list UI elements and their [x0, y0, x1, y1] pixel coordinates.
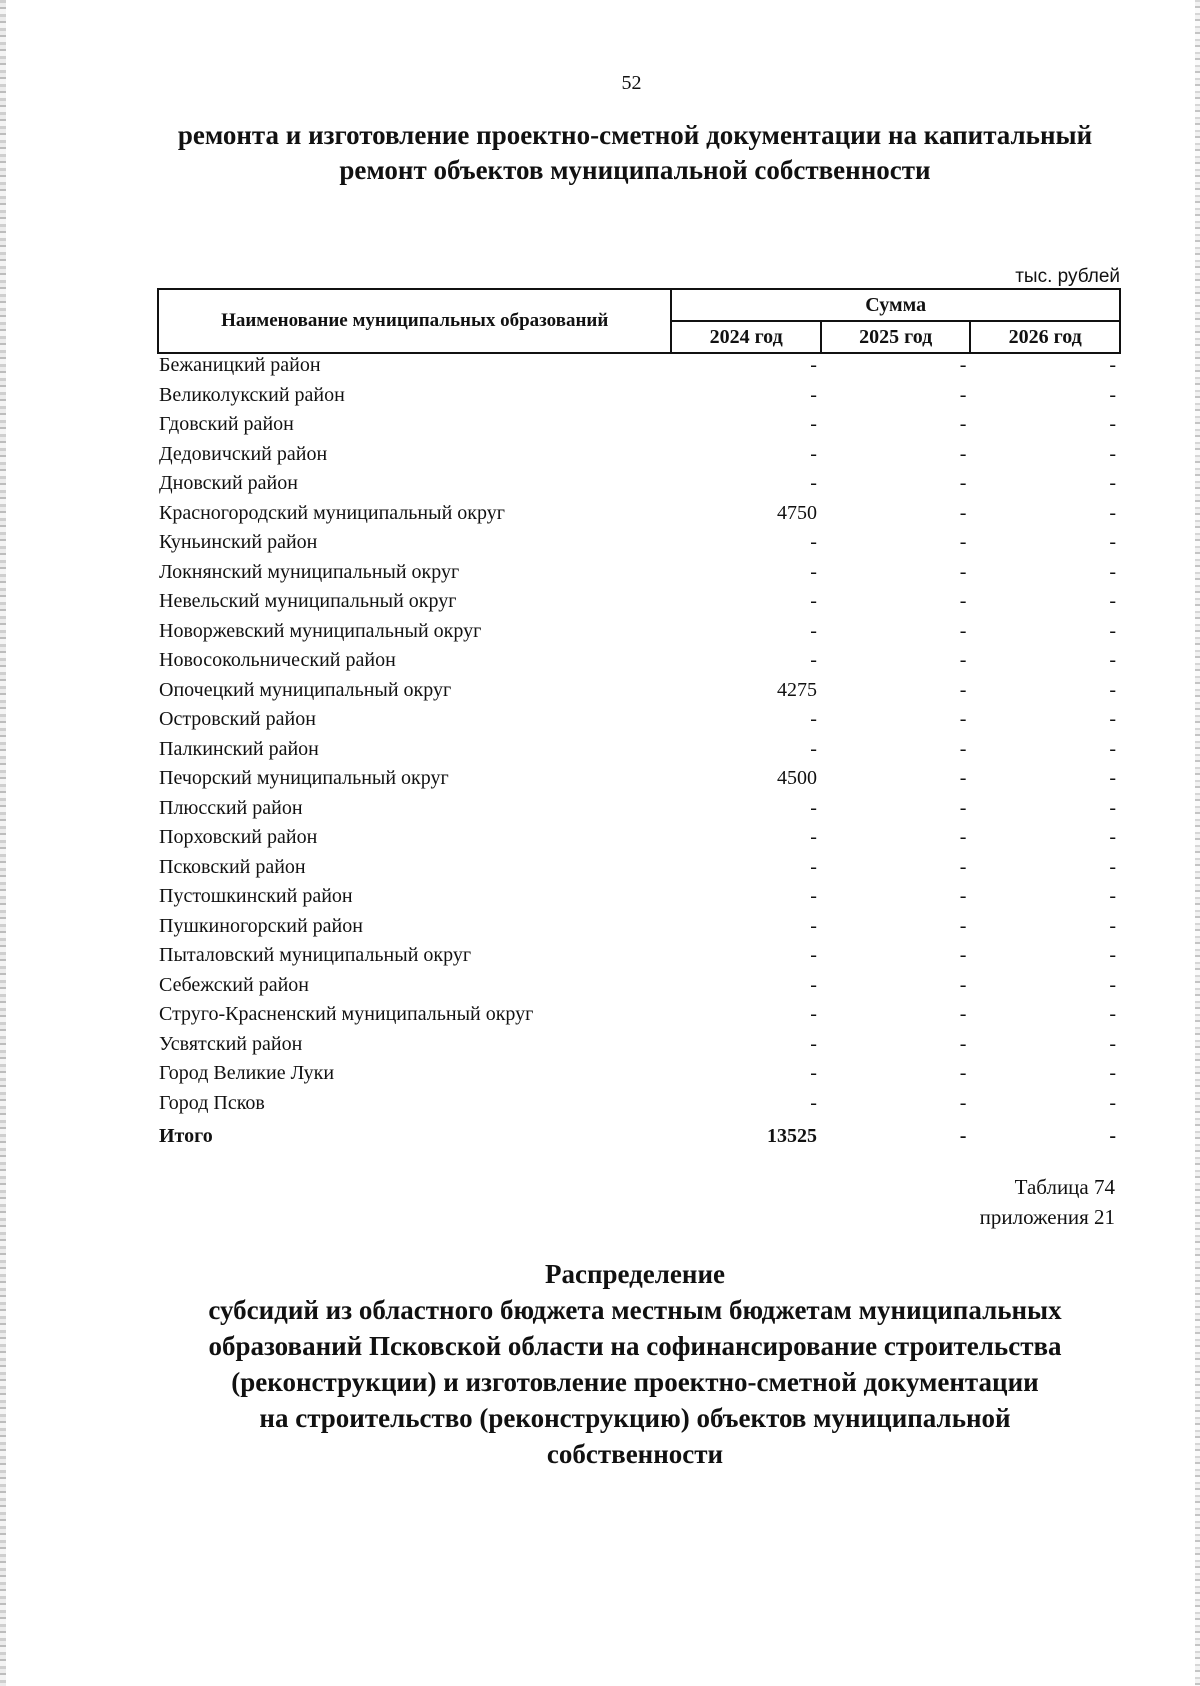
value-2024: 4275: [776, 678, 817, 701]
value-2024: -: [810, 826, 817, 848]
bottom-heading-line-3: (реконструкции) и изготовление проектно-сметной документации: [231, 1367, 1039, 1397]
table-row: [158, 590, 1120, 620]
scan-edge-left: [0, 0, 6, 1686]
bottom-heading-line-1: субсидий из областного бюджета местным бюджетам муниципальных: [208, 1295, 1062, 1325]
value-2025: -: [959, 619, 967, 642]
table-header: [158, 289, 1120, 353]
value-2026: -: [1109, 619, 1116, 642]
units-label: тыс. рублей: [1015, 266, 1120, 287]
value-2025: -: [959, 501, 967, 524]
value-2026: -: [1109, 1003, 1116, 1025]
value-2026: -: [1109, 1032, 1116, 1055]
value-2025: -: [959, 354, 967, 376]
table-body: [158, 353, 1120, 1155]
value-2026: -: [1109, 737, 1116, 760]
value-2024: -: [810, 472, 817, 494]
value-2024: 4500: [776, 767, 817, 789]
value-2025: -: [959, 590, 967, 612]
municipality-name: Город Псков: [159, 1091, 265, 1114]
value-2025: -: [959, 472, 967, 494]
value-2025: -: [959, 708, 967, 730]
value-2026: -: [1109, 678, 1116, 701]
value-2025: -: [959, 973, 967, 996]
value-2026: -: [1109, 472, 1116, 494]
page-number-container: [0, 72, 1200, 95]
value-2024: -: [810, 1003, 817, 1025]
table-row: [158, 472, 1120, 502]
value-2024: -: [810, 973, 817, 996]
value-2024: -: [810, 944, 817, 966]
municipality-name: Город Великие Луки: [159, 1062, 335, 1084]
value-2026: -: [1109, 413, 1116, 435]
value-2025: -: [959, 560, 967, 583]
value-2026: -: [1109, 1062, 1116, 1084]
value-2026: -: [1109, 531, 1116, 553]
value-2025: -: [959, 826, 967, 848]
value-2026: -: [1109, 442, 1116, 465]
municipality-name: Новоржевский муниципальный округ: [159, 619, 482, 642]
municipality-name: Себежский район: [159, 973, 309, 996]
value-2024: -: [810, 708, 817, 730]
municipality-name: Гдовский район: [159, 413, 294, 435]
value-2024: -: [810, 796, 817, 819]
value-2026: -: [1109, 708, 1116, 730]
municipality-name: Плюсский район: [159, 796, 303, 819]
value-2024: -: [810, 649, 817, 671]
value-2024: -: [810, 1091, 817, 1114]
table-row: [158, 679, 1120, 709]
value-2024: -: [810, 855, 817, 878]
table-row: [158, 384, 1120, 414]
table-row: [158, 353, 1120, 384]
value-2026: -: [1109, 855, 1116, 878]
value-2025: -: [959, 1003, 967, 1025]
municipality-name: Порховский район: [159, 826, 318, 848]
value-2025: -: [959, 1062, 967, 1084]
value-2025: -: [959, 383, 967, 406]
municipality-name: Невельский муниципальный округ: [159, 590, 457, 612]
value-2024: -: [810, 1032, 817, 1055]
value-2026: -: [1109, 944, 1116, 966]
municipality-name: Дновский район: [159, 472, 298, 494]
value-2024: -: [810, 383, 817, 406]
table-row: [158, 413, 1120, 443]
value-2026: -: [1109, 501, 1116, 524]
table-row: [158, 767, 1120, 797]
municipality-name: Итого: [159, 1125, 213, 1147]
value-2026: -: [1109, 649, 1116, 671]
municipality-name: Бежаницкий район: [159, 354, 321, 376]
municipality-name: Куньинский район: [159, 531, 318, 553]
table-row: [158, 620, 1120, 650]
value-2025: -: [959, 413, 967, 435]
scan-edge-right: [1195, 0, 1200, 1686]
municipality-name: Пустошкинский район: [159, 885, 353, 907]
page-number: 52: [621, 72, 642, 94]
value-2024: -: [810, 914, 817, 937]
total-row: [158, 1121, 1120, 1155]
value-2026: -: [1109, 1125, 1116, 1147]
bottom-heading-line-2: образований Псковской области на софинансирование строительства: [208, 1331, 1062, 1361]
municipality-name: Локнянский муниципальный округ: [159, 560, 460, 583]
top-heading: [150, 118, 1120, 188]
value-2024: -: [810, 354, 817, 376]
bottom-heading: [150, 1256, 1120, 1472]
table-row: [158, 649, 1120, 679]
table-row: [158, 856, 1120, 886]
value-2025: -: [959, 885, 967, 907]
table-row: [158, 1092, 1120, 1122]
budget-table: [157, 288, 1121, 1155]
bottom-heading-line-5: собственности: [546, 1439, 724, 1469]
table-row: [158, 561, 1120, 591]
value-2025: -: [959, 796, 967, 819]
value-2024: -: [810, 531, 817, 553]
value-2024: -: [810, 619, 817, 642]
value-2026: -: [1109, 590, 1116, 612]
value-2025: -: [959, 1032, 967, 1055]
value-2026: -: [1109, 914, 1116, 937]
value-2024: -: [810, 737, 817, 760]
municipality-name: Пыталовский муниципальный округ: [159, 944, 472, 966]
bottom-heading-title: Распределение: [544, 1259, 726, 1289]
value-2026: -: [1109, 560, 1116, 583]
municipality-name: Струго-Красненский муниципальный округ: [159, 1003, 534, 1025]
value-2026: -: [1109, 796, 1116, 819]
value-2025: -: [959, 442, 967, 465]
value-2025: -: [959, 737, 967, 760]
table-row: [158, 502, 1120, 532]
municipality-name: Пушкиногорский район: [159, 914, 363, 937]
value-2025: -: [959, 649, 967, 671]
value-2024: -: [810, 1062, 817, 1084]
municipality-name: Опочецкий муниципальный округ: [159, 678, 452, 701]
value-2025: -: [959, 855, 967, 878]
municipality-name: Островский район: [159, 708, 316, 730]
value-2025: -: [959, 678, 967, 701]
municipality-name: Усвятский район: [159, 1032, 303, 1055]
table-row: [158, 797, 1120, 827]
value-2024: -: [810, 442, 817, 465]
bottom-heading-line-4: на строительство (реконструкцию) объектов муниципальной: [259, 1403, 1011, 1433]
value-2024: -: [810, 413, 817, 435]
table-row: [158, 1033, 1120, 1063]
table-row: [158, 738, 1120, 768]
header-year-2024: 2024 год: [671, 321, 821, 353]
table-row: [158, 915, 1120, 945]
top-heading-line-2: ремонт объектов муниципальной собственности: [339, 155, 931, 185]
value-2025: -: [959, 767, 967, 789]
value-2024: 13525: [766, 1125, 817, 1147]
header-sum: Сумма: [671, 289, 1120, 321]
table-row: [158, 885, 1120, 915]
value-2024: -: [810, 590, 817, 612]
table-row: [158, 708, 1120, 738]
table-number: Таблица 74: [1014, 1175, 1115, 1199]
municipality-name: Псковский район: [159, 855, 306, 878]
value-2025: -: [959, 1125, 967, 1147]
table-row: [158, 1062, 1120, 1092]
table-row: [158, 443, 1120, 473]
municipality-name: Красногородский муниципальный округ: [159, 501, 505, 524]
value-2025: -: [959, 1091, 967, 1114]
municipality-name: Великолукский район: [159, 383, 345, 406]
table-row: [158, 1003, 1120, 1033]
value-2024: -: [810, 560, 817, 583]
municipality-name: Новосокольнический район: [159, 649, 396, 671]
value-2026: -: [1109, 973, 1116, 996]
value-2025: -: [959, 914, 967, 937]
table-row: [158, 944, 1120, 974]
table-row: [158, 826, 1120, 856]
value-2025: -: [959, 944, 967, 966]
value-2026: -: [1109, 1091, 1116, 1114]
table-row: [158, 974, 1120, 1004]
municipality-name: Печорский муниципальный округ: [159, 767, 449, 789]
header-year-2025: 2025 год: [821, 321, 971, 353]
header-name: Наименование муниципальных образований: [158, 289, 671, 353]
top-heading-line-1: ремонта и изготовление проектно-сметной документации на капитальный: [177, 120, 1093, 150]
value-2025: -: [959, 531, 967, 553]
header-row-1: [158, 289, 1120, 321]
value-2026: -: [1109, 826, 1116, 848]
value-2026: -: [1109, 354, 1116, 376]
value-2024: -: [810, 885, 817, 907]
value-2026: -: [1109, 767, 1116, 789]
appendix-reference: приложения 21: [979, 1205, 1115, 1229]
municipality-name: Дедовичский район: [159, 442, 328, 465]
value-2024: 4750: [776, 501, 817, 524]
municipality-name: Палкинский район: [159, 737, 319, 760]
table-row: [158, 531, 1120, 561]
value-2026: -: [1109, 383, 1116, 406]
header-year-2026: 2026 год: [970, 321, 1120, 353]
value-2026: -: [1109, 885, 1116, 907]
